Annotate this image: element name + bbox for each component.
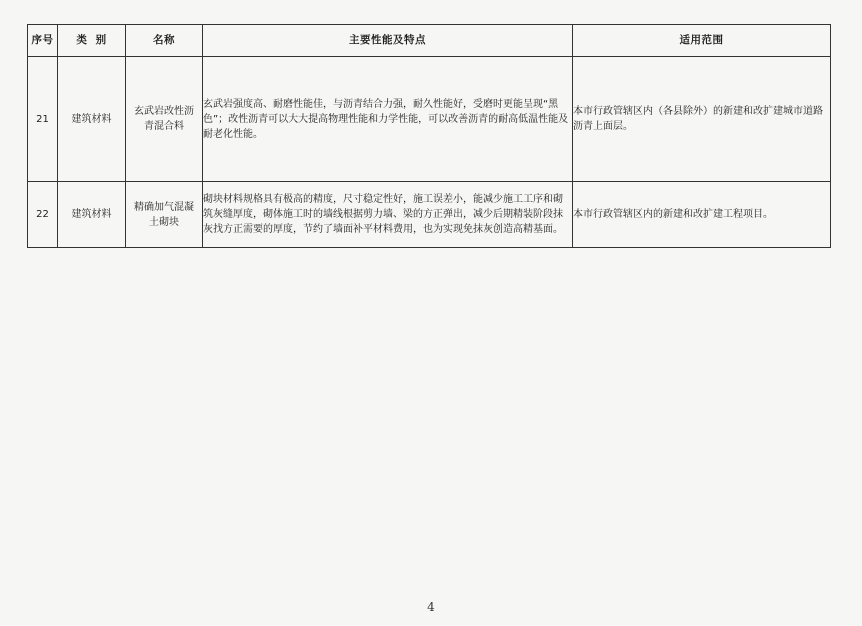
header-index: 序号 bbox=[28, 25, 58, 57]
header-features: 主要性能及特点 bbox=[203, 25, 573, 57]
header-scope: 适用范围 bbox=[573, 25, 831, 57]
row-scope: 本市行政管辖区内的新建和改扩建工程项目。 bbox=[573, 182, 831, 248]
product-table bbox=[27, 24, 831, 248]
page-number: 4 bbox=[427, 600, 435, 614]
row-index: 21 bbox=[28, 57, 58, 182]
row-features: 砌块材料规格具有极高的精度，尺寸稳定性好，施工误差小，能减少施工工序和砌筑灰缝厚度，砌体施工时的墙线根据剪力墙、梁的方正弹出，减少后期精装阶段抹灰找方正需要的厚度，节约了墙面补平材料费用，也为实现免抹灰创造高精基面。 bbox=[203, 182, 573, 248]
header-category: 类 别 bbox=[58, 25, 126, 57]
header-name: 名称 bbox=[126, 25, 203, 57]
table-header-row bbox=[28, 25, 831, 57]
row-name: 玄武岩改性沥青混合料 bbox=[126, 57, 203, 182]
row-category: 建筑材料 bbox=[58, 182, 126, 248]
row-name: 精确加气混凝土砌块 bbox=[126, 182, 203, 248]
row-scope: 本市行政管辖区内（各县除外）的新建和改扩建城市道路沥青上面层。 bbox=[573, 57, 831, 182]
table-row bbox=[28, 182, 831, 248]
row-category: 建筑材料 bbox=[58, 57, 126, 182]
row-index: 22 bbox=[28, 182, 58, 248]
row-features: 玄武岩强度高、耐磨性能佳，与沥青结合力强，耐久性能好，受磨时更能呈现“黑色”；改性沥青可以大大提高物理性能和力学性能，可以改善沥青的耐高低温性能及耐老化性能。 bbox=[203, 57, 573, 182]
table-row bbox=[28, 57, 831, 182]
